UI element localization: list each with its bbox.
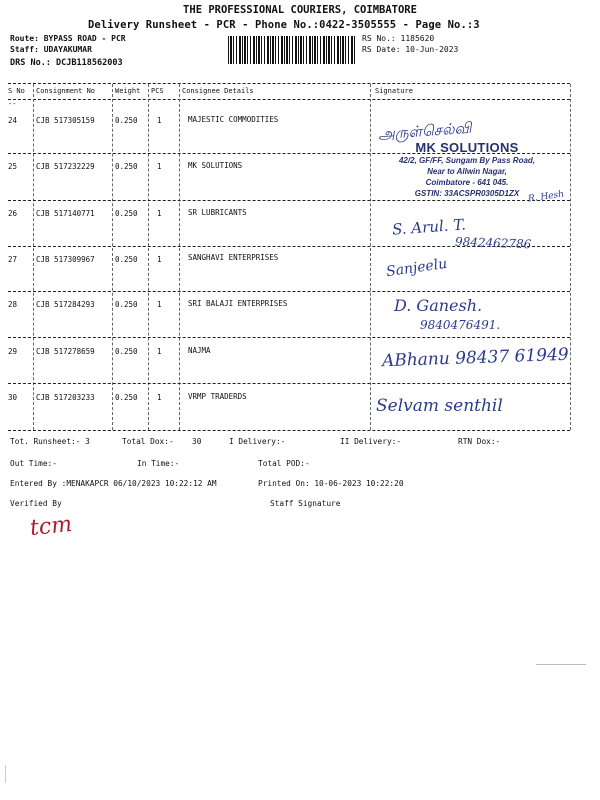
column-header-weight: Weight xyxy=(115,87,141,95)
barcode-image xyxy=(228,36,356,64)
signature-row-24: அருள்செல்வி xyxy=(377,118,473,144)
column-divider xyxy=(33,84,34,430)
staff-label: Staff: UDAYAKUMAR xyxy=(10,45,92,54)
row-consignment: CJB 517305159 xyxy=(36,116,95,125)
row-pcs: 1 xyxy=(157,347,162,356)
row-consignment: CJB 517284293 xyxy=(36,300,95,309)
rtn-dox-label: RTN Dox:- xyxy=(458,437,501,446)
signature-row-28-phone: 9840476491. xyxy=(420,318,501,332)
row-weight: 0.250 xyxy=(115,347,138,356)
row-consignment: CJB 517309967 xyxy=(36,255,95,264)
row-divider xyxy=(8,337,570,338)
signature-row-25: R. Hesh xyxy=(527,189,565,205)
row-weight: 0.250 xyxy=(115,300,138,309)
row-pcs: 1 xyxy=(157,209,162,218)
verified-by-initials: tcm xyxy=(28,511,74,542)
rs-date: RS Date: 10-Jun-2023 xyxy=(362,45,459,54)
row-consignee: VRMP TRADERDS xyxy=(188,392,247,401)
column-header-signature: Signature xyxy=(375,87,413,95)
stamp-address-line: Near to Allwin Nagar, xyxy=(427,167,507,176)
total-dox-value: 30 xyxy=(192,437,202,446)
total-runsheet: Tot. Runsheet:- 3 xyxy=(10,437,90,446)
column-divider xyxy=(370,84,371,430)
column-header-consignee: Consignee Details xyxy=(182,87,254,95)
row-sno: 29 xyxy=(8,347,18,356)
row-pcs: 1 xyxy=(157,162,162,171)
row-consignment: CJB 517140771 xyxy=(36,209,95,218)
out-time-label: Out Time:- xyxy=(10,459,57,468)
column-divider xyxy=(570,84,571,430)
signature-row-29: ABhanu 98437 61949 xyxy=(381,344,570,372)
ii-delivery-label: II Delivery:- xyxy=(340,437,402,446)
in-time-label: In Time:- xyxy=(137,459,180,468)
signature-row-26: S. Arul. T. xyxy=(391,215,467,239)
row-pcs: 1 xyxy=(157,255,162,264)
stamp-gstin: GSTIN: 33ACSPR0305D1ZX xyxy=(414,189,520,198)
verified-by-label: Verified By xyxy=(10,499,62,508)
scan-mark xyxy=(536,664,586,665)
row-consignment: CJB 517278659 xyxy=(36,347,95,356)
row-sno: 28 xyxy=(8,300,18,309)
route-label: Route: BYPASS ROAD - PCR xyxy=(10,34,126,43)
row-weight: 0.250 xyxy=(115,209,138,218)
i-delivery-label: I Delivery:- xyxy=(229,437,286,446)
column-header-pcs: PCS xyxy=(151,87,164,95)
header-bottom-rule xyxy=(8,99,570,100)
stamp-address-line: 42/2, GF/FF, Sungam By Pass Road, xyxy=(398,156,536,165)
row-consignment: CJB 517232229 xyxy=(36,162,95,171)
entered-by: Entered By :MENAKAPCR 06/10/2023 10:22:12 AM xyxy=(10,479,217,488)
row-divider xyxy=(8,200,570,201)
column-divider xyxy=(112,84,113,430)
row-divider xyxy=(8,383,570,384)
page-title: THE PROFESSIONAL COURIERS, COIMBATORE xyxy=(183,4,417,16)
row-weight: 0.250 xyxy=(115,162,138,171)
column-header-consignment: Consignment No xyxy=(36,87,96,95)
signature-row-26-phone: 9842462786 xyxy=(454,234,532,252)
row-consignee: NAJMA xyxy=(188,346,211,355)
row-weight: 0.250 xyxy=(115,393,138,402)
row-sno: 30 xyxy=(8,393,18,402)
row-sno: 25 xyxy=(8,162,18,171)
table-top-rule xyxy=(8,83,570,84)
row-consignee: MAJESTIC COMMODITIES xyxy=(188,115,279,124)
table-bottom-rule xyxy=(8,430,570,431)
signature-row-28: D. Ganesh. xyxy=(394,296,483,315)
total-pod-label: Total POD:- xyxy=(258,459,310,468)
printed-on: Printed On: 10-06-2023 10:22:20 xyxy=(258,479,404,488)
row-consignee: SRI BALAJI ENTERPRISES xyxy=(188,299,288,308)
stamp-company-name: MK SOLUTIONS xyxy=(415,140,519,155)
row-sno: 24 xyxy=(8,116,18,125)
staff-signature-label: Staff Signature xyxy=(270,499,341,508)
row-divider xyxy=(8,291,570,292)
row-consignee: MK SOLUTIONS xyxy=(188,161,243,170)
row-sno: 26 xyxy=(8,209,18,218)
dash-marker: -- xyxy=(8,100,17,108)
row-consignee: SANGHAVI ENTERPRISES xyxy=(188,253,279,262)
row-pcs: 1 xyxy=(157,116,162,125)
signature-row-27: Sanjeelu xyxy=(385,255,449,281)
company-stamp xyxy=(378,140,556,199)
row-consignee: SR LUBRICANTS xyxy=(188,208,247,217)
row-pcs: 1 xyxy=(157,300,162,309)
rs-number: RS No.: 1185620 xyxy=(362,34,435,43)
stamp-address-line: Coimbatore - 641 045. xyxy=(425,178,509,187)
row-sno: 27 xyxy=(8,255,18,264)
row-weight: 0.250 xyxy=(115,255,138,264)
column-header-sno: S No xyxy=(8,87,25,95)
runsheet-subtitle: Delivery Runsheet - PCR - Phone No.:0422-3505555 - Page No.:3 xyxy=(88,19,480,31)
column-divider xyxy=(179,84,180,430)
column-divider xyxy=(148,84,149,430)
drs-number: DRS No.: DCJB118562003 xyxy=(10,58,123,68)
row-weight: 0.250 xyxy=(115,116,138,125)
scan-mark xyxy=(5,765,9,783)
signature-row-30: Selvam senthil xyxy=(376,396,503,416)
row-consignment: CJB 517203233 xyxy=(36,393,95,402)
row-pcs: 1 xyxy=(157,393,162,402)
total-dox-label: Total Dox:- xyxy=(122,437,174,446)
